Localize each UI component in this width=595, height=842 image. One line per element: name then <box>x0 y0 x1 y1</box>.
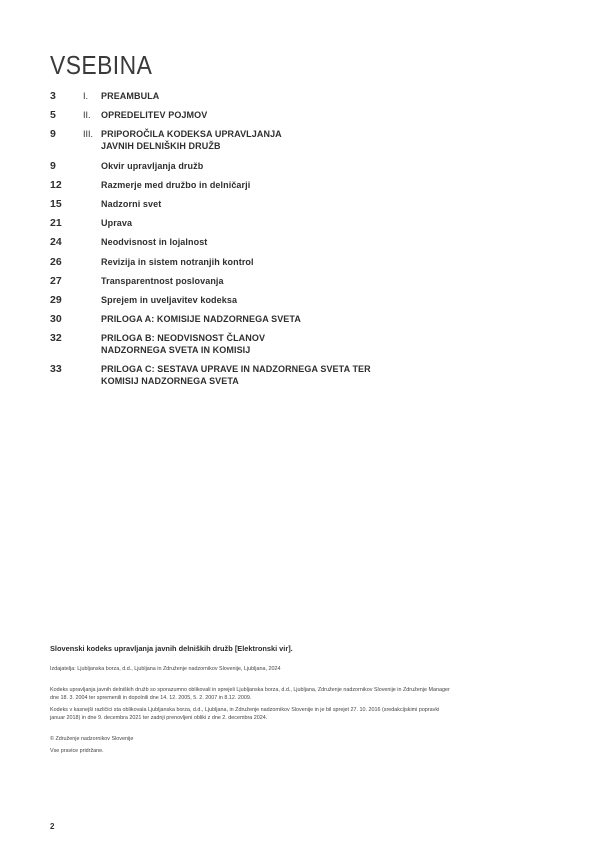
toc-entry-title-line: PRIPOROČILA KODEKSA UPRAVLJANJA <box>101 129 282 140</box>
toc-page-number: 9 <box>50 159 56 172</box>
toc-entry-title <box>101 236 530 248</box>
toc-entry-title <box>101 217 530 229</box>
toc-page-number: 29 <box>50 293 62 306</box>
toc-page-number: 33 <box>50 363 62 376</box>
toc-entry-title <box>101 332 530 356</box>
toc-entry-title <box>101 256 530 268</box>
toc-entry[interactable] <box>50 363 530 387</box>
toc-page-number: 27 <box>50 274 62 287</box>
toc-entry[interactable] <box>50 109 530 121</box>
toc-entry[interactable] <box>50 198 530 210</box>
toc-entry-title-line: Razmerje med družbo in delničarji <box>101 179 251 190</box>
toc-page-number: 9 <box>50 128 56 141</box>
toc-entry-title <box>101 275 530 287</box>
biblio-title: Slovenski kodeks upravljanja javnih delniških družb [Elektronski vir]. <box>50 644 293 653</box>
toc-entry-title-line: PREAMBULA <box>101 91 160 101</box>
bibliographic-info <box>50 644 450 761</box>
toc-entry[interactable] <box>50 275 530 287</box>
toc-entry[interactable] <box>50 313 530 325</box>
toc-entry-title <box>101 313 530 325</box>
page-number: 2 <box>50 822 55 831</box>
toc-entry-title-line: PRILOGA C: SESTAVA UPRAVE IN NADZORNEGA SVETA TER <box>101 364 371 375</box>
toc-entry-title <box>101 128 530 152</box>
toc-entry-title-line: OPREDELITEV POJMOV <box>101 110 208 121</box>
toc-entry[interactable] <box>50 128 530 152</box>
toc-section-number: III. <box>83 129 94 140</box>
toc-entry-title-line: Transparentnost poslovanja <box>101 275 224 286</box>
toc-entry-title-line: Sprejem in uveljavitev kodeksa <box>101 294 238 305</box>
toc-entry-title-line: Okvir upravljanja družb <box>101 160 204 171</box>
toc-entry-title-line: Revizija in sistem notranjih kontrol <box>101 256 254 267</box>
biblio-copyright: © Združenje nadzornikov Slovenije <box>50 735 134 742</box>
toc-heading: VSEBINA <box>50 50 153 80</box>
toc-entry-title-line: KOMISIJ NADZORNEGA SVETA <box>101 376 239 387</box>
biblio-rights: Vse pravice pridržane. <box>50 747 104 754</box>
toc-entry-title-line: PRILOGA B: NEODVISNOST ČLANOV <box>101 333 266 344</box>
toc-entry[interactable] <box>50 236 530 248</box>
toc-page-number: 3 <box>50 90 56 102</box>
toc-entry-title <box>101 160 530 172</box>
toc-page-number: 32 <box>50 332 62 345</box>
toc-entry-title-line: Uprava <box>101 218 133 229</box>
toc-entry-title <box>101 363 530 387</box>
toc-entry[interactable] <box>50 160 530 172</box>
toc-entry-title <box>101 294 530 306</box>
toc-page-number: 15 <box>50 197 62 210</box>
toc-entry-title-line: Neodvisnost in lojalnost <box>101 237 208 248</box>
table-of-contents <box>50 90 530 395</box>
toc-entry[interactable] <box>50 294 530 306</box>
toc-section-number: II. <box>83 110 91 121</box>
toc-entry-title <box>101 179 530 191</box>
toc-entry-title-line: JAVNIH DELNIŠKIH DRUŽB <box>101 141 221 152</box>
toc-entry[interactable] <box>50 332 530 356</box>
toc-entry-title-line: Nadzorni svet <box>101 198 162 209</box>
toc-entry-title <box>101 198 530 210</box>
toc-section-number: I. <box>83 91 89 101</box>
biblio-history-2: Kodeks v kasnejši različici sta oblikovala Ljubljanska borza, d.d., Ljubljana, in Združenje nadzornikov Slovenije in je bil sprejet 27. 10. 2016 (sredakcijskimi popravki januar 2018) in dne 9. decembra 2021 ter zadnji prenovljeni obliki z dne 2. decembra 2024. <box>50 706 440 722</box>
toc-entry[interactable] <box>50 217 530 229</box>
biblio-publishers: Izdajatelja: Ljubljanska borza, d.d., Ljubljana in Združenje nadzornikov Slovenije, Ljubljana, 2024 <box>50 666 281 672</box>
toc-entry[interactable] <box>50 179 530 191</box>
biblio-history-1: Kodeks upravljanja javnih delniških družb so sporazumno oblikovali in sprejeli Ljubljanska borza, d.d., Ljubljana, Združenje nadzornikov Slovenije in Združenje Manager dne 18. 3. 2004 ter spremenili in dopolnili dne 14. 12. 2005, 5. 2. 2007 in 8.12. 2009. <box>50 686 450 702</box>
toc-page-number: 26 <box>50 255 62 268</box>
toc-entry-title-line: PRILOGA A: KOMISIJE NADZORNEGA SVETA <box>101 314 301 325</box>
toc-page-number: 12 <box>50 178 62 191</box>
toc-page-number: 30 <box>50 313 62 326</box>
toc-entry-title-line: NADZORNEGA SVETA IN KOMISIJ <box>101 345 251 356</box>
toc-page-number: 5 <box>50 109 56 122</box>
toc-entry-title <box>101 109 530 121</box>
toc-entry[interactable] <box>50 90 530 102</box>
toc-entry[interactable] <box>50 256 530 268</box>
toc-entry-title <box>101 90 530 102</box>
toc-page-number: 21 <box>50 217 62 230</box>
toc-page-number: 24 <box>50 236 62 249</box>
